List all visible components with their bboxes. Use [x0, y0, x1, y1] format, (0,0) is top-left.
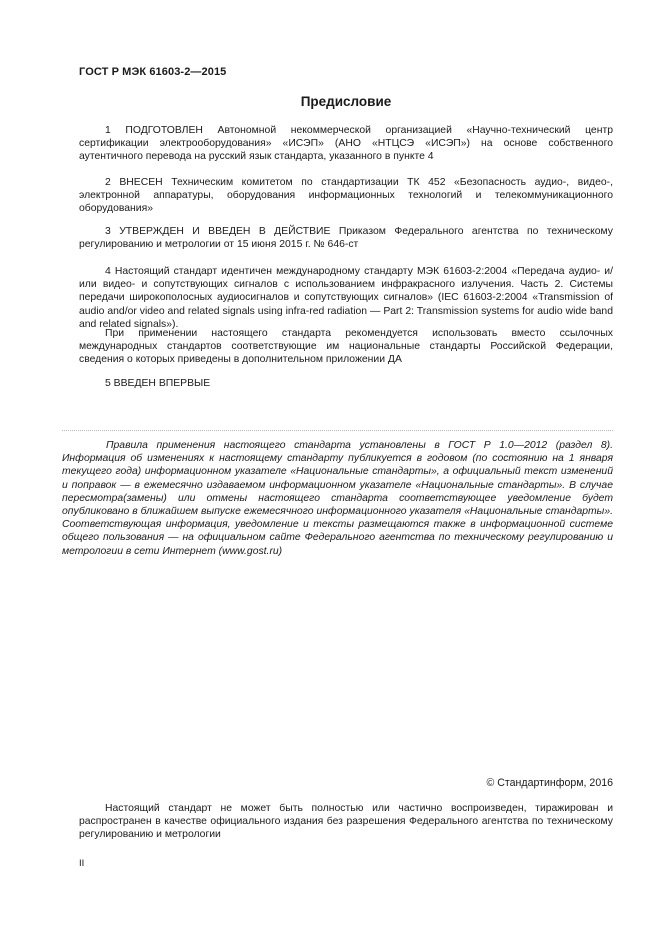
standard-designation: ГОСТ Р МЭК 61603-2—2015 — [79, 66, 227, 78]
paragraph-reference-standards: При применении настоящего стандарта рекомендуется использовать вместо ссылочных международных стандартов соответствующие им национальные стандарты Российской Федерации, сведения о которых приведены в дополнительном приложении ДА — [79, 328, 613, 366]
paragraph-first-introduced: 5 ВВЕДЕН ВПЕРВЫЕ — [105, 378, 211, 389]
copyright-line: © Стандартинформ, 2016 — [486, 777, 613, 789]
reproduction-notice: Настоящий стандарт не может быть полностью или частично воспроизведен, тиражирован и распространен в качестве официального издания без разрешения Федерального агентства по техническому регулированию и метрологии — [79, 803, 613, 841]
page-title-text: Предисловие — [300, 94, 392, 109]
paragraph-prepared-by: 1 ПОДГОТОВЛЕН Автономной некоммерческой организацией «Научно-технический центр сертификации электрооборудования» «ИСЭП» (АНО «НТЦСЭ «ИСЭП») на основе собственного аутентичного перевода на русский язык стандарта, указанного в пункте 4 — [79, 125, 613, 163]
paragraph-introduced-by: 2 ВНЕСЕН Техническим комитетом по стандартизации ТК 452 «Безопасность аудио-, видео-, электронной аппаратуры, оборудования информационных технологий и телекоммуникационного оборудования» — [79, 177, 613, 215]
paragraph-approved: 3 УТВЕРЖДЕН И ВВЕДЕН В ДЕЙСТВИЕ Приказом Федерального агентства по техническому регулированию и метрологии от 15 июня 2015 г. № 646-ст — [79, 226, 613, 251]
page-number: II — [79, 858, 85, 869]
application-rules-notice: Правила применения настоящего стандарта установлены в ГОСТ Р 1.0—2012 (раздел 8). Информация об изменениях к настоящему стандарту публикуется в годовом (по состоянию на 1 января текущего года) информационном указателе «Национальные стандарты», а официальный текст изменений и поправок — в ежемесячно издаваемом информационном указателе «Национальные стандарты». В случае пересмотра(замены) или отмены настоящего стандарта соответствующее уведомление будет опубликовано в ближайшем выпуске ежемесячного информационного указателя «Национальные стандарты». Соответствующая информация, уведомление и тексты размещаются также в информационной системе общего пользования — на официальном сайте Федерального агентства по техническому регулированию и метрологии в сети Интернет (www.gost.ru) — [62, 430, 613, 558]
paragraph-identical-standard: 4 Настоящий стандарт идентичен международному стандарту МЭК 61603-2:2004 «Передача аудио- и/или видео- и сопутствующих сигналов с использованием инфракрасного излучения. Часть 2. Системы передачи широкополосных аудиосигналов и сопутствующих сигналов» (IEC 61603-2:2004 «Transmission of audio and/or video and related signals using infra-red radiation — Part 2: Transmission systems for audio wide band and related signals»). — [79, 266, 613, 330]
page-title — [0, 94, 661, 109]
